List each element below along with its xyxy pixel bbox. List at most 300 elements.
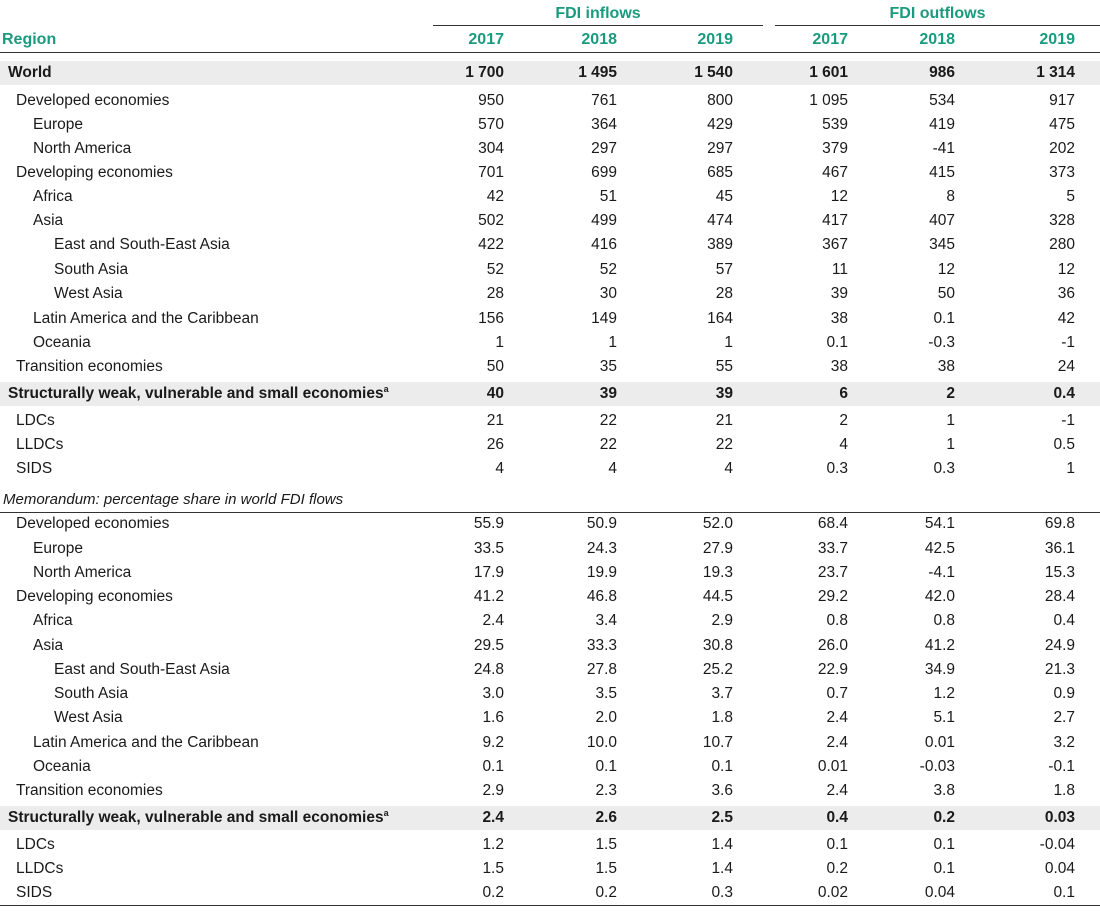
value-cell: 50 [486, 358, 504, 375]
row-label-text: Structurally weak, vulnerable and small economies [8, 385, 384, 402]
table-row [0, 806, 1100, 830]
value-cell: 28 [486, 285, 504, 302]
value-cell: -0.03 [919, 758, 955, 775]
row-label-text: Oceania [33, 334, 91, 351]
value-cell: 2.4 [826, 734, 848, 751]
row-label-text: Oceania [33, 758, 91, 775]
value-cell: 69.8 [1044, 515, 1075, 532]
value-cell: 1 700 [465, 64, 504, 81]
value-cell: 41.2 [924, 637, 955, 654]
table-row [0, 857, 1100, 881]
value-cell: 499 [591, 212, 617, 229]
value-cell: 22 [599, 436, 617, 453]
region-column-header: Region [2, 31, 57, 48]
value-cell: 467 [822, 164, 848, 181]
row-label [0, 609, 73, 633]
value-cell: 364 [591, 116, 617, 133]
value-cell: 367 [822, 236, 848, 253]
value-cell: 27.9 [702, 540, 733, 557]
value-cell: 570 [478, 116, 504, 133]
value-cell: 33.3 [586, 637, 617, 654]
value-cell: 950 [478, 92, 504, 109]
value-cell: 39 [830, 285, 848, 302]
value-cell: 0.01 [924, 734, 955, 751]
value-cell: 2.6 [595, 809, 617, 826]
row-label [0, 89, 169, 113]
value-cell: 0.03 [1044, 809, 1075, 826]
value-cell: 19.3 [702, 564, 733, 581]
value-cell: 1 [724, 334, 733, 351]
value-cell: 3.5 [595, 685, 617, 702]
value-cell: 22.9 [817, 661, 848, 678]
value-cell: 0.2 [933, 809, 955, 826]
value-cell: 2.4 [826, 709, 848, 726]
value-cell: 34.9 [924, 661, 955, 678]
table-row [0, 258, 1100, 282]
value-cell: 35 [599, 358, 617, 375]
value-cell: 22 [715, 436, 733, 453]
value-cell: 21 [486, 412, 504, 429]
table-row [0, 537, 1100, 561]
value-cell: -0.04 [1039, 836, 1075, 853]
value-cell: 39 [715, 385, 733, 402]
value-cell: 55.9 [473, 515, 504, 532]
value-cell: 2.3 [595, 782, 617, 799]
footnote-marker: a [383, 807, 389, 818]
value-cell: 202 [1049, 140, 1075, 157]
table-row [0, 881, 1100, 905]
row-label [0, 731, 259, 755]
table-row [0, 282, 1100, 306]
row-label-text: Africa [33, 612, 73, 629]
value-cell: 1.2 [933, 685, 955, 702]
table-row [0, 113, 1100, 137]
value-cell: 28.4 [1044, 588, 1075, 605]
value-cell: 0.2 [595, 884, 617, 901]
table-row [0, 331, 1100, 355]
value-cell: 0.8 [933, 612, 955, 629]
value-cell: 0.7 [826, 685, 848, 702]
value-cell: 3.2 [1053, 734, 1075, 751]
value-cell: 25.2 [702, 661, 733, 678]
value-cell: 45 [715, 188, 733, 205]
value-cell: 304 [478, 140, 504, 157]
value-cell: 12 [1057, 261, 1075, 278]
value-cell: 373 [1049, 164, 1075, 181]
value-cell: 407 [929, 212, 955, 229]
value-cell: 1.4 [711, 860, 733, 877]
row-label [0, 382, 389, 406]
table-row [0, 61, 1100, 85]
row-label [0, 881, 52, 905]
value-cell: 24.9 [1044, 637, 1075, 654]
value-cell: 1 [946, 412, 955, 429]
value-cell: 3.0 [482, 685, 504, 702]
value-cell: 2.9 [482, 782, 504, 799]
header-rule [0, 52, 1100, 53]
value-cell: 1.6 [482, 709, 504, 726]
value-cell: 1.5 [595, 860, 617, 877]
value-cell: 422 [478, 236, 504, 253]
value-cell: 21 [715, 412, 733, 429]
value-cell: 328 [1049, 212, 1075, 229]
value-cell: 52.0 [702, 515, 733, 532]
value-cell: 0.2 [826, 860, 848, 877]
value-cell: 539 [822, 116, 848, 133]
value-cell: 3.6 [711, 782, 733, 799]
row-label-text: Transition economies [16, 782, 163, 799]
value-cell: 0.1 [595, 758, 617, 775]
value-cell: -41 [932, 140, 955, 157]
value-cell: 23.7 [817, 564, 848, 581]
fdi-outflows-header: FDI outflows [889, 5, 986, 22]
fdi-inflows-rule [433, 25, 763, 26]
row-label-text: SIDS [16, 884, 53, 901]
value-cell: 417 [822, 212, 848, 229]
row-label-text: Asia [33, 637, 64, 654]
value-cell: 5.1 [933, 709, 955, 726]
value-cell: -1 [1061, 412, 1075, 429]
row-label-text: LLDCs [16, 436, 64, 453]
row-label [0, 137, 131, 161]
value-cell: 1 601 [809, 64, 848, 81]
value-cell: 17.9 [473, 564, 504, 581]
value-cell: 419 [929, 116, 955, 133]
value-cell: 41.2 [473, 588, 504, 605]
row-label [0, 857, 63, 881]
value-cell: 42 [1057, 310, 1075, 327]
value-cell: 38 [937, 358, 955, 375]
year-header-inflows-2017: 2017 [468, 31, 504, 48]
row-label [0, 355, 163, 379]
value-cell: 2.4 [826, 782, 848, 799]
value-cell: 986 [929, 64, 955, 81]
row-label-text: Transition economies [16, 358, 163, 375]
row-label [0, 634, 63, 658]
value-cell: 1 495 [578, 64, 617, 81]
value-cell: 345 [929, 236, 955, 253]
row-label-text: South Asia [54, 261, 129, 278]
row-label [0, 258, 128, 282]
value-cell: 156 [478, 310, 504, 327]
row-label [0, 537, 83, 561]
value-cell: 30.8 [702, 637, 733, 654]
value-cell: 44.5 [702, 588, 733, 605]
value-cell: 1 [608, 334, 617, 351]
value-cell: 28 [715, 285, 733, 302]
row-label [0, 282, 123, 306]
fdi-inflows-header: FDI inflows [555, 5, 641, 22]
row-label [0, 233, 230, 257]
row-label [0, 433, 63, 457]
row-label [0, 658, 230, 682]
row-label-text: Latin America and the Caribbean [33, 734, 259, 751]
value-cell: 685 [707, 164, 733, 181]
table-row [0, 161, 1100, 185]
value-cell: 1 [1066, 460, 1075, 477]
row-label-text: Developed economies [16, 515, 170, 532]
value-cell: 0.2 [482, 884, 504, 901]
table-row [0, 755, 1100, 779]
table-row [0, 457, 1100, 481]
table-row [0, 658, 1100, 682]
row-label [0, 61, 52, 85]
row-label [0, 779, 163, 803]
row-label [0, 331, 91, 355]
value-cell: 2.4 [482, 809, 504, 826]
row-label-text: LDCs [16, 412, 55, 429]
value-cell: 280 [1049, 236, 1075, 253]
value-cell: 4 [608, 460, 617, 477]
value-cell: 3.8 [933, 782, 955, 799]
value-cell: 1 [495, 334, 504, 351]
table-row [0, 682, 1100, 706]
value-cell: 1 [946, 436, 955, 453]
value-cell: 8 [946, 188, 955, 205]
year-header-outflows-2017: 2017 [812, 31, 848, 48]
value-cell: 38 [830, 310, 848, 327]
value-cell: 50 [937, 285, 955, 302]
value-cell: 474 [707, 212, 733, 229]
value-cell: 11 [831, 261, 848, 278]
value-cell: 29.2 [817, 588, 848, 605]
value-cell: 51 [599, 188, 617, 205]
table-row [0, 185, 1100, 209]
value-cell: 24 [1057, 358, 1075, 375]
value-cell: 2.9 [711, 612, 733, 629]
value-cell: 39 [599, 385, 617, 402]
value-cell: 24.8 [473, 661, 504, 678]
value-cell: 149 [591, 310, 617, 327]
value-cell: 917 [1049, 92, 1075, 109]
value-cell: 0.1 [933, 310, 955, 327]
value-cell: 0.4 [1053, 612, 1075, 629]
value-cell: 1.4 [711, 836, 733, 853]
table-row [0, 382, 1100, 406]
value-cell: 12 [937, 261, 955, 278]
table-row [0, 137, 1100, 161]
row-label [0, 185, 73, 209]
value-cell: 15.3 [1044, 564, 1075, 581]
value-cell: 42.5 [924, 540, 955, 557]
value-cell: 40 [486, 385, 504, 402]
row-label [0, 307, 259, 331]
value-cell: 4 [724, 460, 733, 477]
row-label-text: Developed economies [16, 92, 170, 109]
memorandum-title: Memorandum: percentage share in world FDI flows [3, 491, 344, 508]
value-cell: 800 [707, 92, 733, 109]
value-cell: 0.3 [933, 460, 955, 477]
value-cell: 33.7 [817, 540, 848, 557]
table-row [0, 512, 1100, 536]
table-row [0, 233, 1100, 257]
row-label [0, 755, 91, 779]
table-row [0, 355, 1100, 379]
value-cell: -4.1 [928, 564, 955, 581]
value-cell: 2.7 [1053, 709, 1075, 726]
row-label [0, 806, 389, 830]
table-row [0, 634, 1100, 658]
row-label-text: World [8, 64, 52, 81]
value-cell: 9.2 [482, 734, 504, 751]
table-row [0, 833, 1100, 857]
value-cell: 0.1 [1053, 884, 1075, 901]
value-cell: 1.8 [1053, 782, 1075, 799]
row-label [0, 409, 55, 433]
value-cell: 3.7 [711, 685, 733, 702]
row-label [0, 161, 173, 185]
value-cell: 0.4 [1053, 385, 1075, 402]
row-label-text: North America [33, 564, 132, 581]
table-row [0, 433, 1100, 457]
value-cell: 701 [478, 164, 504, 181]
value-cell: 475 [1049, 116, 1075, 133]
value-cell: 24.3 [586, 540, 617, 557]
value-cell: 415 [929, 164, 955, 181]
table-row [0, 409, 1100, 433]
row-label [0, 682, 128, 706]
value-cell: 0.04 [924, 884, 955, 901]
row-label-text: East and South-East Asia [54, 661, 230, 678]
row-label-text: Structurally weak, vulnerable and small economies [8, 809, 384, 826]
value-cell: 2.5 [711, 809, 733, 826]
value-cell: -1 [1061, 334, 1075, 351]
value-cell: 33.5 [473, 540, 504, 557]
value-cell: 46.8 [586, 588, 617, 605]
row-label-text: West Asia [54, 285, 123, 302]
value-cell: 0.1 [711, 758, 733, 775]
value-cell: 12 [830, 188, 848, 205]
row-label-text: Europe [33, 540, 83, 557]
value-cell: 1.5 [595, 836, 617, 853]
value-cell: 0.9 [1053, 685, 1075, 702]
value-cell: 1 314 [1036, 64, 1075, 81]
row-label-text: Africa [33, 188, 73, 205]
row-label-text: North America [33, 140, 132, 157]
value-cell: 27.8 [586, 661, 617, 678]
value-cell: 4 [839, 436, 848, 453]
value-cell: 0.8 [826, 612, 848, 629]
row-label [0, 706, 123, 730]
value-cell: 0.1 [826, 334, 848, 351]
value-cell: 297 [591, 140, 617, 157]
table-row [0, 609, 1100, 633]
value-cell: 297 [707, 140, 733, 157]
row-label-text: East and South-East Asia [54, 236, 230, 253]
value-cell: 502 [478, 212, 504, 229]
value-cell: 0.1 [933, 860, 955, 877]
row-label-text: West Asia [54, 709, 123, 726]
year-header-outflows-2019: 2019 [1039, 31, 1075, 48]
value-cell: 0.3 [826, 460, 848, 477]
value-cell: 57 [715, 261, 733, 278]
year-header-inflows-2019: 2019 [697, 31, 733, 48]
value-cell: 22 [599, 412, 617, 429]
row-label-text: Europe [33, 116, 83, 133]
value-cell: 379 [822, 140, 848, 157]
value-cell: 1.8 [711, 709, 733, 726]
row-label-text: LLDCs [16, 860, 64, 877]
value-cell: 36.1 [1044, 540, 1075, 557]
value-cell: -0.1 [1048, 758, 1075, 775]
column-header-row [0, 28, 1100, 50]
value-cell: 6 [839, 385, 848, 402]
fdi-outflows-rule [775, 25, 1100, 26]
row-label [0, 585, 173, 609]
value-cell: 30 [599, 285, 617, 302]
row-label [0, 457, 52, 481]
value-cell: 1 540 [694, 64, 733, 81]
bottom-rule [0, 905, 1100, 906]
value-cell: 42.0 [924, 588, 955, 605]
value-cell: 0.1 [482, 758, 504, 775]
value-cell: 2.0 [595, 709, 617, 726]
value-cell: 52 [486, 261, 504, 278]
value-cell: 54.1 [924, 515, 955, 532]
value-cell: 42 [486, 188, 504, 205]
value-cell: 4 [495, 460, 504, 477]
row-label [0, 209, 63, 233]
row-label-text: Asia [33, 212, 64, 229]
value-cell: 50.9 [586, 515, 617, 532]
value-cell: 19.9 [586, 564, 617, 581]
value-cell: 0.3 [711, 884, 733, 901]
value-cell: 2 [839, 412, 848, 429]
value-cell: 5 [1066, 188, 1075, 205]
value-cell: 0.1 [826, 836, 848, 853]
footnote-marker: a [383, 383, 389, 394]
value-cell: 416 [591, 236, 617, 253]
row-label [0, 833, 55, 857]
value-cell: 164 [707, 310, 733, 327]
value-cell: 2.4 [482, 612, 504, 629]
value-cell: 0.02 [817, 884, 848, 901]
value-cell: 29.5 [473, 637, 504, 654]
year-header-inflows-2018: 2018 [581, 31, 617, 48]
value-cell: 429 [707, 116, 733, 133]
value-cell: 0.01 [817, 758, 848, 775]
value-cell: 1.5 [482, 860, 504, 877]
row-label-text: Latin America and the Caribbean [33, 310, 259, 327]
row-label [0, 561, 131, 585]
value-cell: 55 [715, 358, 733, 375]
value-cell: 389 [707, 236, 733, 253]
table-row [0, 706, 1100, 730]
value-cell: 3.4 [595, 612, 617, 629]
table-row [0, 561, 1100, 585]
year-header-outflows-2018: 2018 [919, 31, 955, 48]
value-cell: 0.5 [1053, 436, 1075, 453]
value-cell: 0.4 [826, 809, 848, 826]
row-label-text: Developing economies [16, 164, 173, 181]
value-cell: -0.3 [928, 334, 955, 351]
table-row [0, 307, 1100, 331]
value-cell: 699 [591, 164, 617, 181]
value-cell: 38 [830, 358, 848, 375]
value-cell: 534 [929, 92, 955, 109]
value-cell: 26 [486, 436, 504, 453]
value-cell: 1 095 [809, 92, 848, 109]
value-cell: 52 [599, 261, 617, 278]
table-row [0, 779, 1100, 803]
value-cell: 0.1 [933, 836, 955, 853]
row-label [0, 113, 83, 137]
table-row [0, 209, 1100, 233]
value-cell: 761 [591, 92, 617, 109]
row-label-text: LDCs [16, 836, 55, 853]
value-cell: 10.0 [586, 734, 617, 751]
value-cell: 21.3 [1044, 661, 1075, 678]
